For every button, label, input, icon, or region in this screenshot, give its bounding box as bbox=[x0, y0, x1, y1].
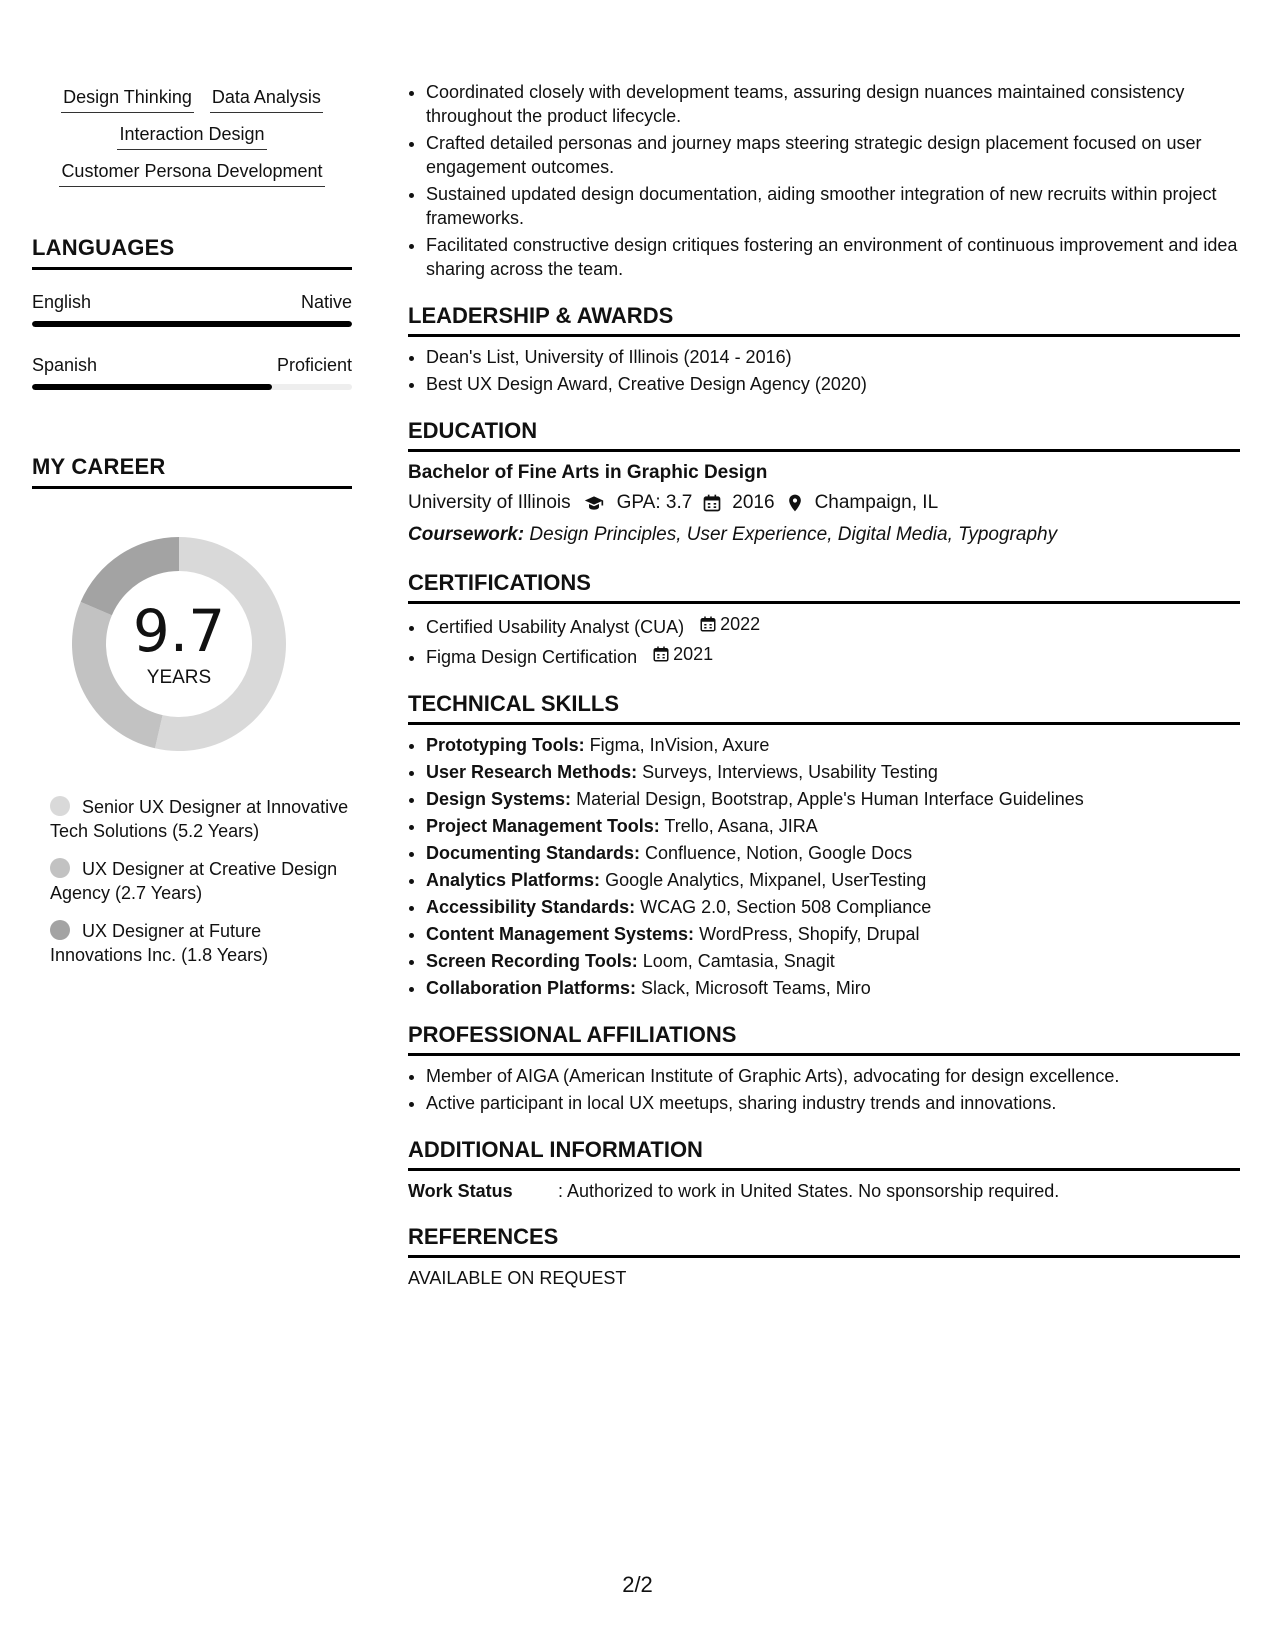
references-text: AVAILABLE ON REQUEST bbox=[408, 1268, 627, 1288]
work-status-row bbox=[408, 1181, 1240, 1202]
career-role: UX Designer at Creative Design Agency (2.7 Years) bbox=[50, 859, 338, 903]
right-column bbox=[408, 80, 1240, 1289]
education-details bbox=[408, 492, 1240, 514]
legend-dot bbox=[50, 796, 70, 816]
skill-category: Documenting Standards: bbox=[426, 843, 641, 863]
skill-values: Surveys, Interviews, Usability Testing bbox=[642, 762, 938, 782]
certification-year: 2021 bbox=[673, 644, 714, 664]
work-status-label: Work Status bbox=[408, 1181, 513, 1201]
skill-values: WCAG 2.0, Section 508 Compliance bbox=[640, 897, 932, 917]
leadership-list bbox=[408, 345, 1240, 396]
certification-name: Certified Usability Analyst (CUA) bbox=[426, 617, 685, 637]
certification-name: Figma Design Certification bbox=[426, 647, 638, 667]
certification-item bbox=[426, 612, 1240, 639]
technical-skill-item bbox=[426, 814, 1240, 838]
skill-values: Slack, Microsoft Teams, Miro bbox=[641, 978, 871, 998]
language-bar-fill bbox=[32, 321, 352, 327]
skill-category: Screen Recording Tools: bbox=[426, 951, 638, 971]
certification-year: 2022 bbox=[720, 614, 761, 634]
degree-title: Bachelor of Fine Arts in Graphic Design bbox=[408, 462, 768, 483]
career-legend-item bbox=[50, 795, 352, 843]
graduation-year: 2016 bbox=[732, 492, 775, 513]
leadership-heading: LEADERSHIP & AWARDS bbox=[408, 303, 1240, 337]
language-bar-fill bbox=[32, 384, 272, 390]
experience-bullet: • Coordinated closely with development teams, assuring design nuances maintained consistency throughout the product lifecycle. bbox=[426, 80, 1240, 128]
language-item bbox=[32, 355, 352, 390]
language-name: English bbox=[32, 292, 92, 312]
career-total-years: 9.7 bbox=[132, 597, 226, 665]
affiliations-list bbox=[408, 1064, 1240, 1115]
affiliation-item: • Member of AIGA (American Institute of Graphic Arts), advocating for design excellence. bbox=[426, 1064, 1240, 1088]
career-donut-chart bbox=[64, 529, 294, 759]
technical-skill-item bbox=[426, 949, 1240, 973]
work-status-value: : Authorized to work in United States. No sponsorship required. bbox=[558, 1181, 1060, 1201]
affiliations-heading: PROFESSIONAL AFFILIATIONS bbox=[408, 1022, 1240, 1056]
experience-bullet: • Sustained updated design documentation, aiding smoother integration of new recruits within project frameworks. bbox=[426, 182, 1240, 230]
skill-tag: Interaction Design bbox=[117, 121, 266, 150]
technical-skill-item bbox=[426, 922, 1240, 946]
skill-tag: Customer Persona Development bbox=[59, 158, 324, 187]
language-bar bbox=[32, 384, 352, 390]
gpa: GPA: 3.7 bbox=[616, 492, 693, 513]
calendar-icon bbox=[699, 615, 717, 633]
certifications-heading: CERTIFICATIONS bbox=[408, 570, 1240, 604]
technical-skill-item bbox=[426, 733, 1240, 757]
education-heading: EDUCATION bbox=[408, 418, 1240, 452]
skill-tag: Data Analysis bbox=[210, 84, 323, 113]
certification-item bbox=[426, 642, 1240, 669]
experience-bullets bbox=[408, 80, 1240, 281]
technical-skills-list bbox=[408, 733, 1240, 1000]
career-legend-item bbox=[50, 857, 352, 905]
page-number: 2/2 bbox=[622, 1572, 653, 1597]
career-legend-item bbox=[50, 919, 352, 967]
career-legend bbox=[32, 795, 352, 967]
coursework bbox=[408, 524, 1240, 546]
language-level: Native bbox=[300, 292, 352, 312]
language-bar bbox=[32, 321, 352, 327]
skill-values: Material Design, Bootstrap, Apple's Human Interface Guidelines bbox=[576, 789, 1084, 809]
technical-skill-item bbox=[426, 760, 1240, 784]
skill-values: Confluence, Notion, Google Docs bbox=[645, 843, 913, 863]
skill-category: Collaboration Platforms: bbox=[426, 978, 637, 998]
language-name: Spanish bbox=[32, 355, 98, 375]
certifications-list bbox=[408, 612, 1240, 669]
award-item: • Dean's List, University of Illinois (2014 - 2016) bbox=[426, 345, 1240, 369]
experience-bullet: • Crafted detailed personas and journey maps steering strategic design placement focused on user engagement outcomes. bbox=[426, 131, 1240, 179]
skill-tags bbox=[32, 84, 352, 187]
technical-skill-item bbox=[426, 787, 1240, 811]
career-role: Senior UX Designer at Innovative Tech Solutions (5.2 Years) bbox=[50, 797, 349, 841]
technical-skills-heading: TECHNICAL SKILLS bbox=[408, 691, 1240, 725]
language-level: Proficient bbox=[276, 355, 352, 375]
skill-category: Accessibility Standards: bbox=[426, 897, 636, 917]
coursework-label: Coursework: bbox=[408, 524, 525, 545]
skill-category: User Research Methods: bbox=[426, 762, 638, 782]
skill-category: Prototyping Tools: bbox=[426, 735, 585, 755]
coursework-list: Design Principles, User Experience, Digital Media, Typography bbox=[529, 524, 1058, 545]
graduation-cap-icon bbox=[581, 493, 607, 513]
experience-bullet: • Facilitated constructive design critiques fostering an environment of continuous improvement and idea sharing across the team. bbox=[426, 233, 1240, 281]
language-item bbox=[32, 292, 352, 327]
left-column bbox=[32, 84, 352, 981]
technical-skill-item bbox=[426, 976, 1240, 1000]
affiliation-item: • Active participant in local UX meetups, sharing industry trends and innovations. bbox=[426, 1091, 1240, 1115]
calendar-icon bbox=[652, 645, 670, 663]
skill-values: WordPress, Shopify, Drupal bbox=[699, 924, 920, 944]
skill-values: Google Analytics, Mixpanel, UserTesting bbox=[605, 870, 927, 890]
calendar-icon bbox=[702, 493, 722, 513]
skill-category: Project Management Tools: bbox=[426, 816, 660, 836]
legend-dot bbox=[50, 920, 70, 940]
school-location: Champaign, IL bbox=[814, 492, 939, 513]
career-section bbox=[32, 454, 352, 967]
award-item: • Best UX Design Award, Creative Design Agency (2020) bbox=[426, 372, 1240, 396]
career-heading: MY CAREER bbox=[32, 454, 352, 489]
languages-heading: LANGUAGES bbox=[32, 235, 352, 270]
school-name: University of Illinois bbox=[408, 492, 571, 513]
legend-dot bbox=[50, 858, 70, 878]
skill-values: Figma, InVision, Axure bbox=[589, 735, 770, 755]
career-role: UX Designer at Future Innovations Inc. (1.8 Years) bbox=[50, 921, 269, 965]
skill-category: Design Systems: bbox=[426, 789, 572, 809]
additional-info-heading: ADDITIONAL INFORMATION bbox=[408, 1137, 1240, 1171]
technical-skill-item bbox=[426, 841, 1240, 865]
skill-category: Analytics Platforms: bbox=[426, 870, 601, 890]
skill-tag: Design Thinking bbox=[61, 84, 194, 113]
references-heading: REFERENCES bbox=[408, 1224, 1240, 1258]
location-pin-icon bbox=[785, 493, 805, 513]
technical-skill-item bbox=[426, 895, 1240, 919]
career-years-label: YEARS bbox=[146, 667, 212, 688]
languages-section bbox=[32, 235, 352, 390]
technical-skill-item bbox=[426, 868, 1240, 892]
skill-values: Loom, Camtasia, Snagit bbox=[642, 951, 835, 971]
skill-category: Content Management Systems: bbox=[426, 924, 695, 944]
skill-values: Trello, Asana, JIRA bbox=[664, 816, 818, 836]
